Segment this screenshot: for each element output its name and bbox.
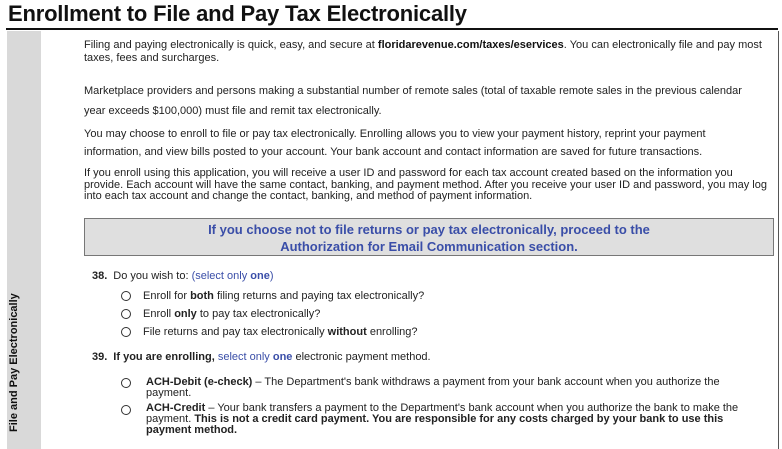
eservices-link[interactable]: floridarevenue.com/taxes/eservices	[377, 39, 564, 51]
banner-line-1: If you choose not to file returns or pay tax electronically, proceed to the	[208, 222, 650, 237]
question-38-text: Do you wish to:	[113, 270, 189, 282]
ach-credit-radio[interactable]	[121, 405, 131, 415]
intro-text-end: . You can electronically file and pay most taxes, fees and surcharges.	[84, 39, 762, 64]
question-39-select-hint: select only one	[214, 351, 293, 363]
question-39-number: 39.	[92, 351, 108, 363]
section-label: File and Pay Electronically	[8, 293, 20, 432]
question-39	[92, 351, 431, 363]
enroll-pay-only-option[interactable]: Enroll only to pay tax electronically?	[143, 308, 321, 320]
question-38	[92, 270, 274, 282]
question-38-select-hint: (select only one)	[191, 270, 274, 282]
user-id-paragraph: If you enroll using this application, you will receive a user ID and password for each tax account created based on the information you provide. Each account will have the same contact, banking, and payment method. After you receive your user ID and password, you may log into each tax account and change the contact, banking, and method of payment information.	[84, 167, 767, 202]
file-without-enrolling-option[interactable]: File returns and pay tax electronically without enrolling?	[143, 326, 418, 338]
question-38-number: 38.	[92, 270, 108, 282]
page-title: Enrollment to File and Pay Tax Electronically	[8, 1, 467, 26]
file-without-enrolling-radio[interactable]	[121, 327, 131, 337]
question-39-text: If you are enrolling,	[113, 351, 215, 363]
title-divider	[6, 28, 778, 30]
question-39-text-end: electronic payment method.	[292, 351, 431, 363]
ach-credit-option[interactable]: ACH-Credit – Your bank transfers a payment to the Department's bank account when you authorize the bank to make the payment. This is not a credit card payment. You are responsible for any costs charged by your bank to use this payment method.	[146, 402, 739, 436]
marketplace-paragraph: Marketplace providers and persons making a substantial number of remote sales (total of taxable remote sales in the previous calendar year exceeds $100,000) must file and remit tax electronically.	[84, 85, 742, 117]
enroll-choice-paragraph: You may choose to enroll to file or pay tax electronically. Enrolling allows you to view your payment history, reprint your payment information, and view bills posted to your account. Your bank account and contact information are saved for future transactions.	[84, 128, 706, 158]
enroll-both-radio[interactable]	[121, 291, 131, 301]
ach-debit-radio[interactable]	[121, 378, 131, 388]
banner-line-2: Authorization for Email Communication section.	[280, 239, 578, 254]
enroll-both-option[interactable]: Enroll for both filing returns and paying tax electronically?	[143, 290, 425, 302]
intro-paragraph	[84, 39, 764, 65]
intro-text-start: Filing and paying electronically is quick, easy, and secure at	[84, 39, 378, 51]
ach-debit-option[interactable]: ACH-Debit (e-check) – The Department's bank withdraws a payment from your bank account when you authorize the payment.	[146, 376, 720, 399]
enroll-pay-only-radio[interactable]	[121, 309, 131, 319]
skip-section-banner	[84, 218, 774, 256]
